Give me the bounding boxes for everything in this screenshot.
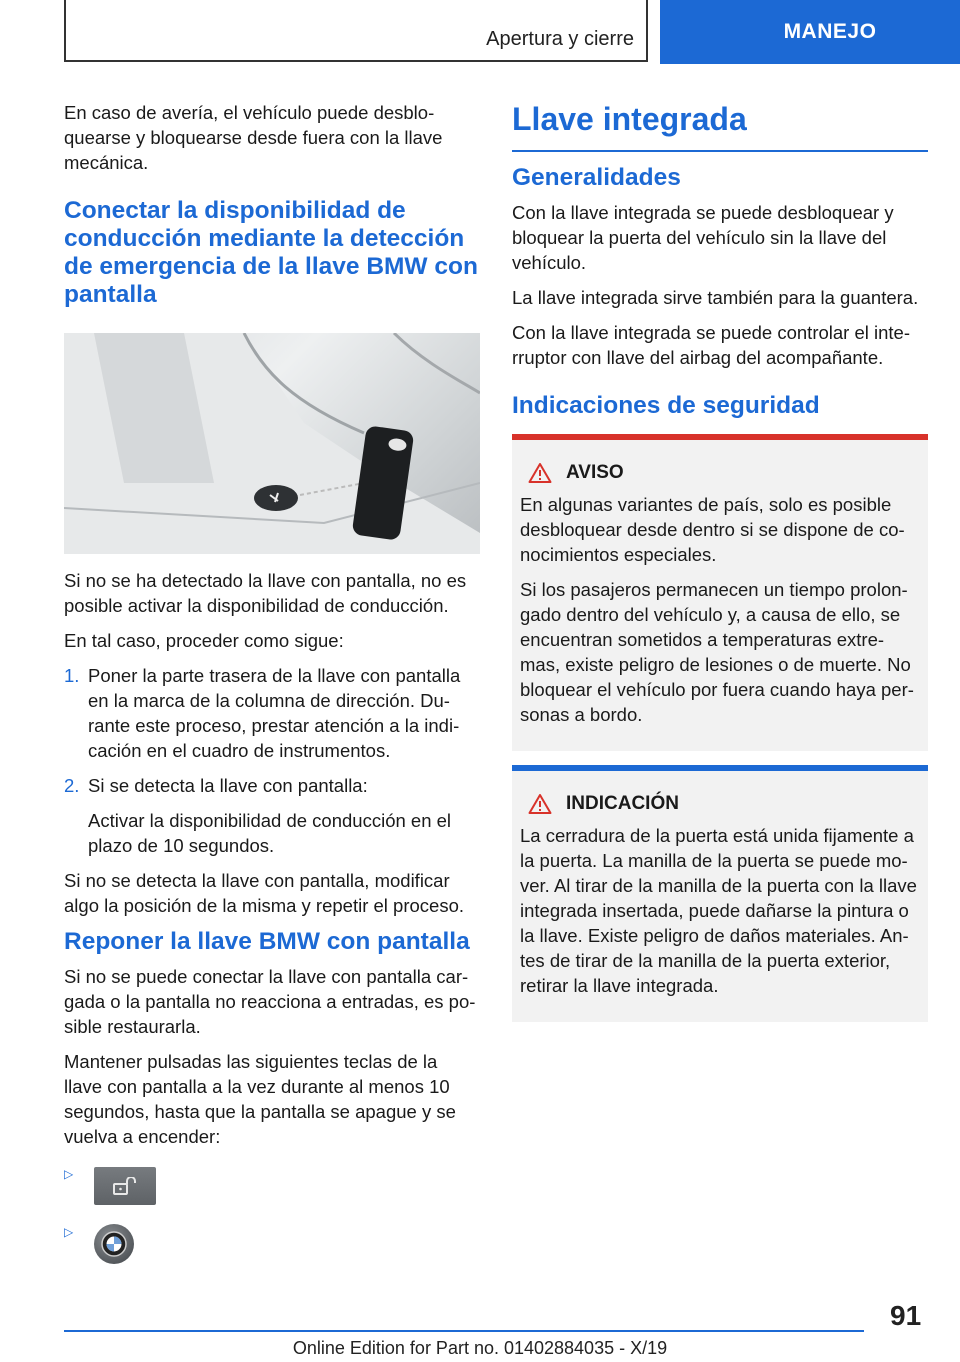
warning-triangle-icon [528, 462, 552, 484]
header-chapter-tab: MANEJO [660, 0, 960, 64]
unlock-key-icon [94, 1167, 156, 1205]
list-item [64, 773, 480, 798]
steering-column-illustration [64, 333, 480, 554]
intro-paragraph: En caso de avería, el vehículo puede desblo-quearse y bloquearse desde fuera con la llave mecánica. [64, 102, 443, 173]
heading-connect-emergency: Conectar la disponibilidad de conducción mediante la detección de emergencia de la llave BMW con pantalla [64, 197, 478, 308]
paragraph-general-3: Con la llave integrada se puede controlar el inte-rruptor con llave del airbag del acompañante. [512, 322, 910, 368]
warning-paragraph-1: En algunas variantes de país, solo es posible desbloquear desde dentro si se dispone de co-nocimientos especiales. [520, 494, 905, 565]
notice-title [520, 793, 920, 815]
heading-reset-key: Reponer la llave BMW con pantalla [64, 928, 470, 955]
step-2-substep: Activar la disponibilidad de conducción en el plazo de 10 segundos. [88, 810, 452, 856]
paragraph-general-2: La llave integrada sirve también para la guantera. [512, 287, 919, 308]
bullet-triangle-icon: ▷ [64, 1225, 74, 1239]
paragraph-reset-2: Mantener pulsadas las siguientes teclas de la llave con pantalla a la vez durante al menos 10 segundos, hasta que la pantalla se apague y se vuelva a encender: [64, 1051, 456, 1147]
warning-triangle-icon [528, 793, 552, 815]
paragraph-proceed: En tal caso, proceder como sigue: [64, 630, 344, 651]
list-item [64, 1221, 480, 1267]
notice-label: INDICACIÓN [566, 793, 679, 814]
header-section-box [64, 0, 648, 62]
list-item [64, 663, 480, 763]
warning-box [512, 434, 928, 751]
step-text: Poner la parte trasera de la llave con pantalla en la marca de la columna de dirección. Du-rante este proceso, prestar atención a la indi-cación en el cuadro de instrumentos. [88, 665, 461, 761]
header-section-title: Apertura y cierre [486, 28, 634, 50]
paragraph-reset-1: Si no se puede conectar la llave con pantalla car-gada o la pantalla no reacciona a entradas, es po-sible restaurarla. [64, 966, 476, 1037]
notice-paragraph-1: La cerradura de la puerta está unida fijamente a la puerta. La manilla de la puerta se puede mo-ver. Al tirar de la manilla de la puerta con la llave integrada insertada, puede dañarse la pintura o la llave. Existe peligro de daños materiales. An-tes de tirar de la manilla de la puerta exterior, retirar la llave integrada. [520, 825, 917, 996]
bullet-triangle-icon: ▷ [64, 1167, 74, 1181]
paragraph-general-1: Con la llave integrada se puede desbloquear y bloquear la puerta del vehículo sin la llave del vehículo. [512, 202, 894, 273]
steps-list [64, 663, 480, 798]
step-number: 2. [64, 775, 80, 796]
left-column [64, 100, 480, 1279]
notice-box [512, 765, 928, 1022]
paragraph-not-detected: Si no se ha detectado la llave con pantalla, no es posible activar la disponibilidad de conducción. [64, 570, 467, 616]
heading-general: Generalidades [512, 164, 681, 191]
bmw-logo-key-icon [94, 1224, 134, 1264]
warning-title [520, 462, 920, 484]
step-number: 1. [64, 665, 80, 686]
steering-column-key-photo [64, 333, 480, 554]
step-text: Si se detecta la llave con pantalla: [88, 775, 368, 796]
key-buttons-list [64, 1163, 480, 1267]
paragraph-not-found: Si no se detecta la llave con pantalla, modificar algo la posición de la misma y repetir el proceso. [64, 870, 464, 916]
footer-divider [64, 1330, 864, 1332]
warning-label: AVISO [566, 462, 624, 483]
list-item [64, 1163, 480, 1209]
heading-integrated-key: Llave integrada [512, 100, 928, 152]
heading-safety: Indicaciones de seguridad [512, 392, 820, 419]
footer-edition: Online Edition for Part no. 01402884035 - X/19 [292, 1338, 668, 1358]
right-column [512, 100, 928, 1036]
page-number: 91 [890, 1300, 922, 1331]
warning-paragraph-2: Si los pasajeros permanecen un tiempo prolon-gado dentro del vehículo y, a causa de ello, se encuentran sometidos a temperaturas extre-mas, existe peligro de lesiones o de muerte. No bloquear el vehículo por fuera cuando haya per-sonas a bordo. [520, 579, 914, 725]
